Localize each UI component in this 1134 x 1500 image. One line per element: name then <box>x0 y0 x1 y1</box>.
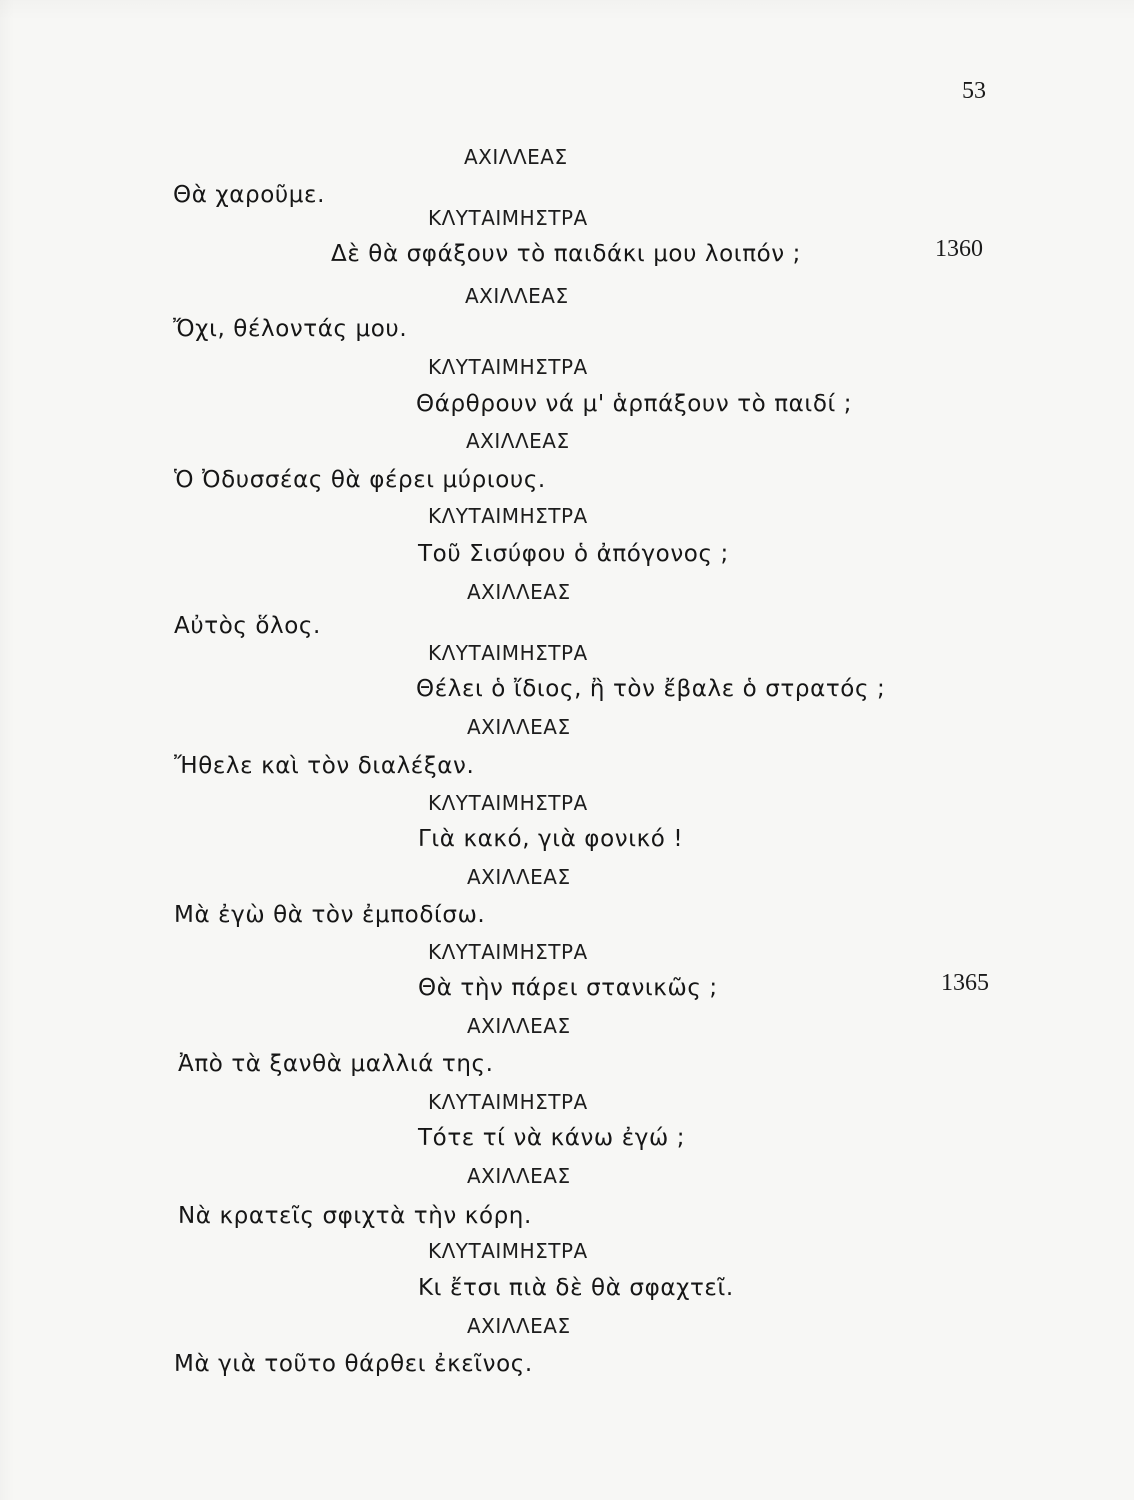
speaker-label: ΑΧΙΛΛΕΑΣ <box>465 284 569 308</box>
speaker-label: ΚΛΥΤΑΙΜΗΣΤΡΑ <box>428 206 588 230</box>
verse-line: Ἀπὸ τὰ ξανθὰ μαλλιά της. <box>178 1051 494 1077</box>
verse-line: Μὰ ἐγὼ θὰ τὸν ἐμποδίσω. <box>174 902 486 928</box>
speaker-label: ΑΧΙΛΛΕΑΣ <box>467 715 571 739</box>
verse-line: Νὰ κρατεῖς σφιχτὰ τὴν κόρη. <box>178 1203 532 1229</box>
verse-line: Τοῦ Σισύφου ὁ ἀπόγονος ; <box>418 541 729 567</box>
speaker-label: ΑΧΙΛΛΕΑΣ <box>467 580 571 604</box>
speaker-label: ΑΧΙΛΛΕΑΣ <box>464 145 568 169</box>
speaker-label: ΚΛΥΤΑΙΜΗΣΤΡΑ <box>428 1090 588 1114</box>
line-number-1365: 1365 <box>941 970 989 996</box>
verse-line: Τότε τί νὰ κάνω ἐγώ ; <box>418 1125 686 1151</box>
verse-line: Ὁ Ὀδυσσέας θὰ φέρει μύριους. <box>174 467 546 493</box>
verse-line: Θὰ χαροῦμε. <box>173 182 325 208</box>
verse-line: Μὰ γιὰ τοῦτο θάρθει ἐκεῖνος. <box>174 1351 533 1377</box>
speaker-label: ΑΧΙΛΛΕΑΣ <box>467 1014 571 1038</box>
speaker-label: ΑΧΙΛΛΕΑΣ <box>467 1314 571 1338</box>
speaker-label: ΑΧΙΛΛΕΑΣ <box>467 865 571 889</box>
verse-line: Ὄχι, θέλοντάς μου. <box>173 316 408 342</box>
verse-line: Θὰ τὴν πάρει στανικῶς ; <box>418 975 718 1001</box>
speaker-label: ΑΧΙΛΛΕΑΣ <box>466 429 570 453</box>
verse-line: Ἤθελε καὶ τὸν διαλέξαν. <box>174 753 475 779</box>
verse-line: Αὐτὸς ὅλος. <box>174 613 321 639</box>
verse-line: Γιὰ κακό, γιὰ φονικό ! <box>418 826 684 852</box>
line-number-1360: 1360 <box>935 236 983 262</box>
verse-line: Κι ἔτσι πιὰ δὲ θὰ σφαχτεῖ. <box>418 1275 734 1301</box>
verse-line: Θάρθρουν νά μ' ἁρπάξουν τὸ παιδί ; <box>416 391 853 417</box>
speaker-label: ΚΛΥΤΑΙΜΗΣΤΡΑ <box>428 1239 588 1263</box>
speaker-label: ΚΛΥΤΑΙΜΗΣΤΡΑ <box>428 641 588 665</box>
verse-line: Δὲ θὰ σφάξουν τὸ παιδάκι μου λοιπόν ; <box>331 241 802 267</box>
speaker-label: ΑΧΙΛΛΕΑΣ <box>467 1164 571 1188</box>
verse-line: Θέλει ὁ ἴδιος, ἢ τὸν ἔβαλε ὁ στρατός ; <box>416 676 886 702</box>
speaker-label: ΚΛΥΤΑΙΜΗΣΤΡΑ <box>428 791 588 815</box>
speaker-label: ΚΛΥΤΑΙΜΗΣΤΡΑ <box>428 355 588 379</box>
speaker-label: ΚΛΥΤΑΙΜΗΣΤΡΑ <box>428 504 588 528</box>
page-number: 53 <box>962 78 986 104</box>
speaker-label: ΚΛΥΤΑΙΜΗΣΤΡΑ <box>428 940 588 964</box>
